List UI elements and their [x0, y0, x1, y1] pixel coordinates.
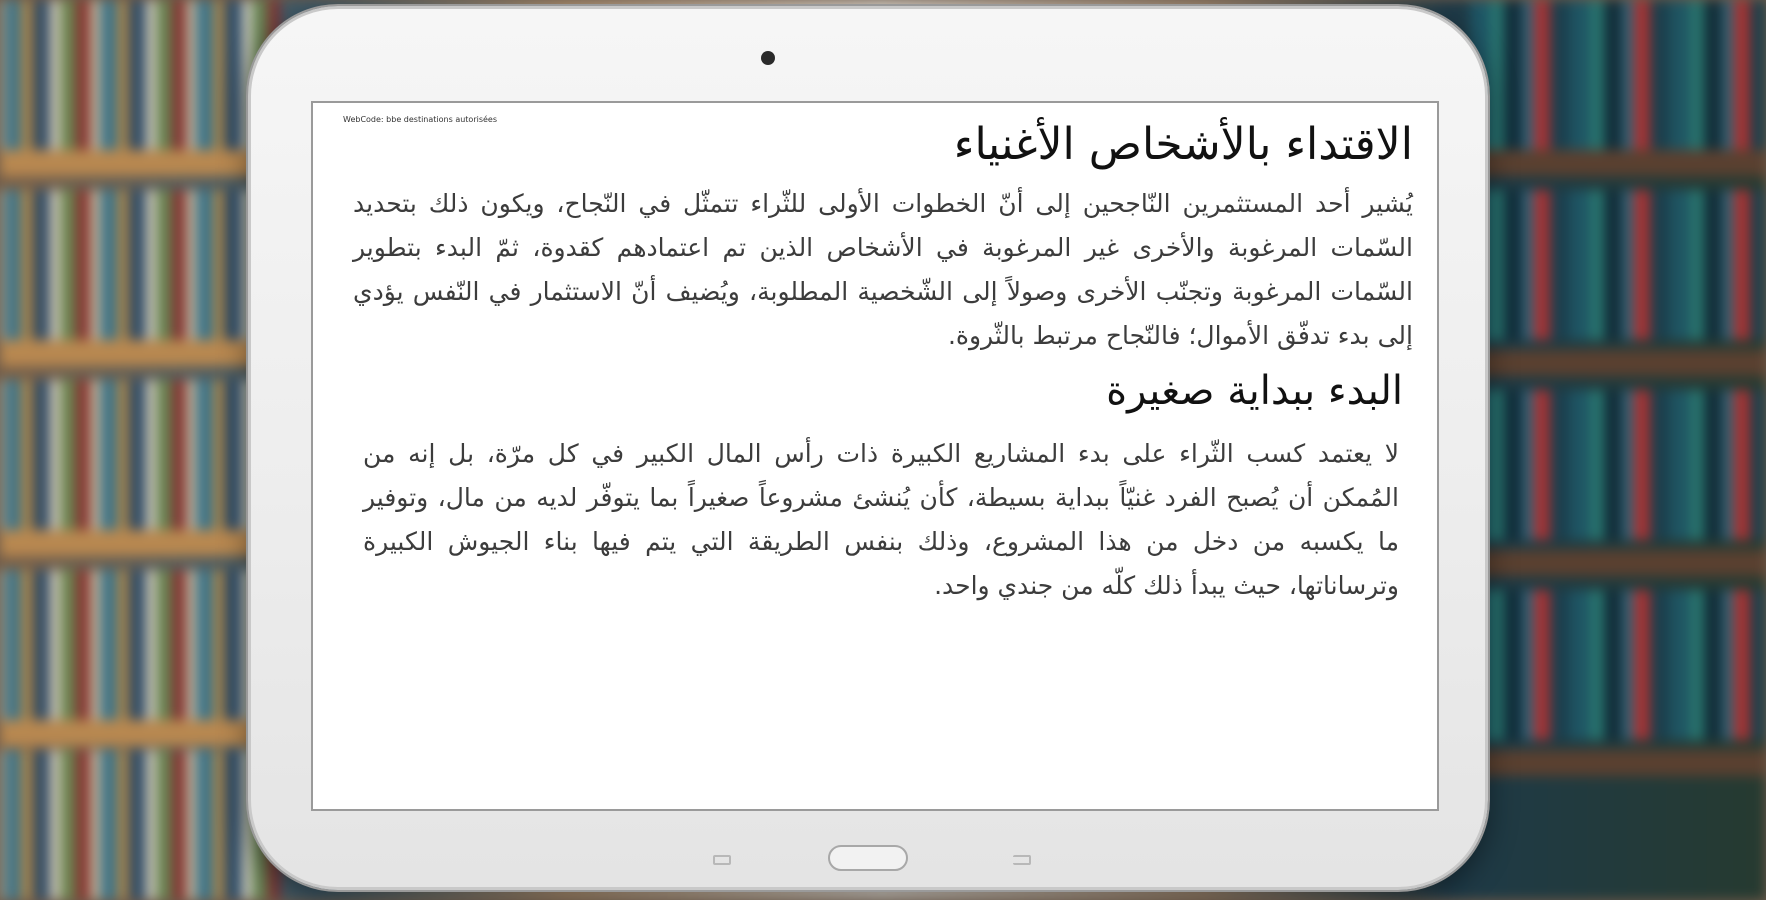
back-key[interactable]: [1013, 855, 1031, 865]
paragraph-role-models: يُشير أحد المستثمرين النّاجحين إلى أنّ الخطوات الأولى للثّراء تتمثّل في النّجاح، ويكون ذلك بتحديد السّمات المرغوبة والأخرى غير المرغوبة في الأشخاص الذين تم اعتمادهم كقدوة، ثمّ البدء بتطوير السّمات المرغوبة وتجنّب الأخرى وصولاً إلى الشّخصية المطلوبة، ويُضيف أنّ الاستثمار في النّفس يؤدي إلى بدء تدفّق الأموال؛ فالنّجاح مرتبط بالثّروة.: [353, 189, 1413, 350]
shelf-plank: [0, 340, 280, 366]
front-camera: [761, 51, 775, 65]
shelf-plank: [0, 150, 280, 176]
book-row: [0, 750, 280, 900]
book-row: [0, 0, 280, 150]
article-content: [353, 103, 1413, 612]
right-bookshelf: [1470, 0, 1766, 900]
heading-role-models: الاقتداء بالأشخاص الأغنياء: [953, 119, 1413, 170]
shelf-plank: [1470, 750, 1766, 776]
book-row: [0, 190, 280, 340]
book-row: [0, 570, 280, 720]
heading-start-small: البدء ببداية صغيرة: [1106, 368, 1403, 414]
book-row: [0, 380, 280, 530]
book-row: [1470, 190, 1766, 340]
shelf-plank: [1470, 350, 1766, 376]
shelf-plank: [1470, 150, 1766, 176]
recent-apps-key[interactable]: [713, 855, 731, 865]
tablet-device: [248, 6, 1488, 890]
shelf-plank: [1470, 550, 1766, 576]
book-row: [1470, 590, 1766, 740]
shelf-plank: [0, 530, 280, 556]
book-row: [1470, 390, 1766, 540]
watermark-text: WebCode: bbe destinations autorisées: [343, 115, 498, 124]
left-bookshelf: [0, 0, 280, 900]
home-button[interactable]: [828, 845, 908, 871]
shelf-plank: [0, 720, 280, 746]
tablet-screen: [311, 101, 1439, 811]
book-row: [1470, 0, 1766, 150]
paragraph-start-small: لا يعتمد كسب الثّراء على بدء المشاريع الكبيرة ذات رأس المال الكبير في كل مرّة، بل إنه من المُمكن أن يُصبح الفرد غنيّاً ببداية بسيطة، كأن يُنشئ مشروعاً صغيراً بما يتوفّر لديه من مال، وتوفير ما يكسبه من دخل من هذا المشروع، وذلك بنفس الطريقة التي يتم فيها بناء الجيوش الكبيرة وترساناتها، حيث يبدأ ذلك كلّه من جندي واحد.: [363, 439, 1399, 600]
